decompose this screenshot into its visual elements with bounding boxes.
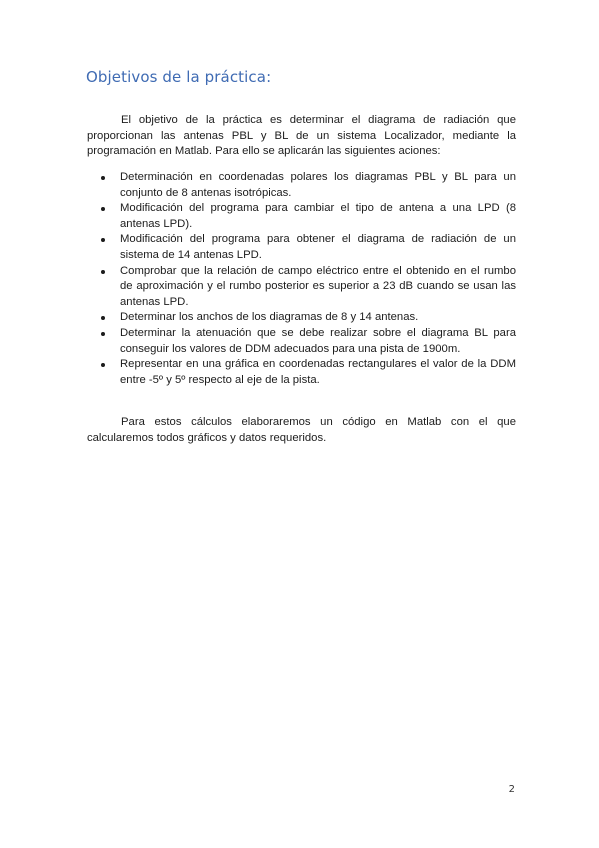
- section-heading: Objetivos de la práctica:: [86, 68, 272, 86]
- list-item: [87, 264, 516, 311]
- list-item-text: Modificación del programa para cambiar el tipo de antena a una LPD (8 antenas LPD).: [120, 202, 516, 230]
- intro-text: El objetivo de la práctica es determinar el diagrama de radiación que proporcionan las antenas PBL y BL de un sistema Localizador, mediante la programación en Matlab. Para ello se aplicarán las siguientes aciones:: [87, 114, 516, 158]
- list-item: [87, 326, 516, 357]
- closing-paragraph: [87, 415, 516, 446]
- bullet-icon: [101, 207, 105, 211]
- intro-paragraph: [87, 113, 516, 160]
- list-item: [87, 232, 516, 263]
- list-item-text: Determinación en coordenadas polares los diagramas PBL y BL para un conjunto de 8 antenas isotrópicas.: [120, 171, 516, 199]
- list-item-text: Comprobar que la relación de campo eléctrico entre el obtenido en el rumbo de aproximación y el rumbo posterior es superior a 23 dB cuando se usan las antenas LPD.: [120, 264, 516, 308]
- list-item-text: Modificación del programa para obtener el diagrama de radiación de un sistema de 14 antenas LPD.: [120, 233, 516, 261]
- objectives-list: [87, 170, 516, 388]
- closing-text: Para estos cálculos elaboraremos un código en Matlab con el que calcularemos todos gráficos y datos requeridos.: [87, 416, 516, 444]
- list-item: [87, 170, 516, 201]
- list-item: [87, 310, 516, 326]
- list-item: [87, 357, 516, 388]
- list-item-text: Determinar la atenuación que se debe realizar sobre el diagrama BL para conseguir los valores de DDM adecuados para una pista de 1900m.: [120, 326, 516, 355]
- bullet-icon: [101, 238, 105, 242]
- bullet-icon: [101, 270, 105, 274]
- page-number: 2: [508, 784, 515, 795]
- bullet-icon: [101, 332, 105, 336]
- bullet-icon: [101, 176, 105, 180]
- bullet-icon: [101, 363, 105, 367]
- list-item-text: Representar en una gráfica en coordenadas rectangulares el valor de la DDM entre -5º y 5º respecto al eje de la pista.: [120, 358, 516, 386]
- bullet-icon: [101, 316, 105, 320]
- list-item: [87, 201, 516, 232]
- list-item-text: Determinar los anchos de los diagramas de 8 y 14 antenas.: [120, 311, 419, 324]
